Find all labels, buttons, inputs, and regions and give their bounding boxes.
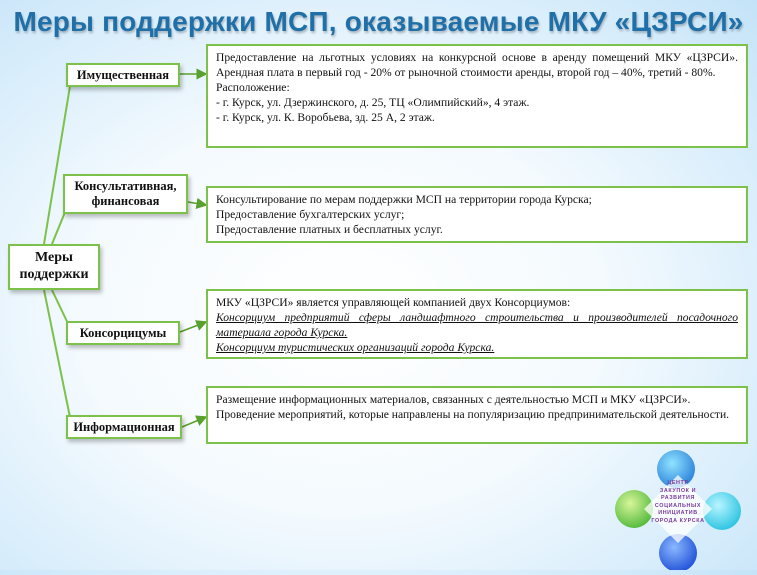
category-consulting <box>63 174 188 214</box>
consortium-arrow <box>180 322 206 332</box>
category-info-label: Информационная <box>73 419 175 434</box>
detail-property-text-1: Предоставление на льготных условиях на конкурсной основе в аренду помещений МКУ «ЦЗРСИ». Арендная плата в первый год - 20% от рыночной стоимости аренды, второй год – 40%, третий - 80%. <box>216 51 738 80</box>
detail-property <box>206 44 748 148</box>
category-property-label: Имущественная <box>76 67 170 82</box>
detail-consortium <box>206 289 748 359</box>
detail-consulting-text-3: Предоставление платных и бесплатных услуг. <box>216 223 443 237</box>
detail-property-text-2: Расположение: <box>216 81 290 95</box>
detail-info-text-2: Проведение мероприятий, которые направлены на популяризацию предпринимательской деятельности. <box>216 408 730 422</box>
logo-caption-line-6: ГОРОДА КУРСКА <box>651 517 705 524</box>
category-consortium-label: Консорцицумы <box>79 325 167 340</box>
czrsi-logo <box>614 447 742 570</box>
detail-info <box>206 386 748 444</box>
detail-property-text-3: - г. Курск, ул. Дзержинского, д. 25, ТЦ «Олимпийский», 4 этаж. <box>216 96 530 110</box>
consulting-arrow <box>188 202 206 205</box>
detail-consulting-text-2: Предоставление бухгалтерских услуг; <box>216 208 405 222</box>
detail-consortium-text-1: МКУ «ЦЗРСИ» является управляющей компанией двух Консорциумов: <box>216 296 571 309</box>
logo-caption <box>614 480 742 526</box>
category-consortium <box>66 321 180 345</box>
detail-consulting-text-1: Консультирование по мерам поддержки МСП на территории города Курска; <box>216 193 592 206</box>
root-to-info-line <box>44 290 72 427</box>
info-arrow <box>182 417 206 427</box>
logo-caption-line-2: ЗАКУПОК И <box>659 487 697 494</box>
logo-caption-line-4: СОЦИАЛЬНЫХ <box>654 502 702 509</box>
root-label-box <box>8 244 100 290</box>
category-consulting-label: Консультативная, финансовая <box>74 179 177 208</box>
category-property <box>66 63 180 87</box>
category-info <box>66 415 182 439</box>
logo-caption-line-1: ЦЕНТР <box>667 480 689 486</box>
logo-caption-line-3: РАЗВИТИЯ <box>660 495 695 502</box>
detail-consortium-link-2[interactable]: Консорциум туристических организаций города Курска. <box>216 341 495 355</box>
detail-info-text-1: Размещение информационных материалов, связанных с деятельностью МСП и МКУ «ЦЗРСИ». <box>216 393 691 406</box>
detail-property-text-4: - г. Курск, ул. К. Воробьева, зд. 25 А, 2 этаж. <box>216 111 435 125</box>
detail-consortium-link-1[interactable]: Консорциум предприятий сферы ландшафтного строительства и производителей посадочного материала города Курска. <box>216 311 738 340</box>
logo-caption-line-5: ИНИЦИАТИВ <box>658 510 698 517</box>
detail-consulting <box>206 186 748 243</box>
page-title: Меры поддержки МСП, оказываемые МКУ «ЦЗРСИ» <box>13 6 744 37</box>
root-to-property-line <box>44 74 72 244</box>
root-label: Меры поддержки <box>19 250 89 282</box>
